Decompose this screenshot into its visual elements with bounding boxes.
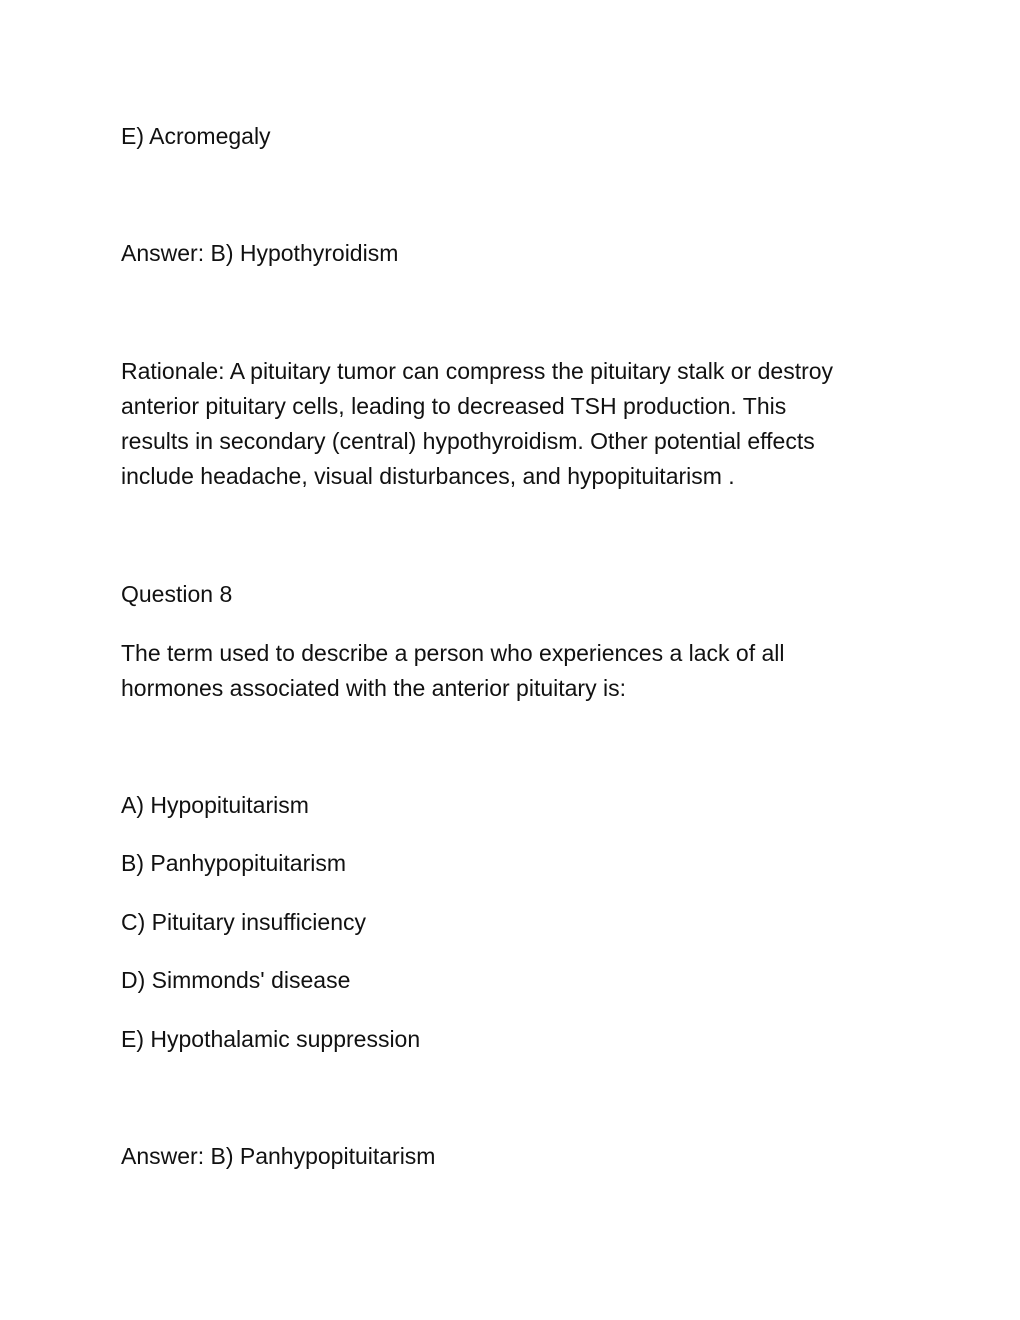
answer-previous: Answer: B) Hypothyroidism — [121, 240, 399, 266]
question-prompt-line: The term used to describe a person who experiences a lack of all — [121, 640, 785, 666]
question-heading: Question 8 — [121, 581, 233, 607]
option-b: B) Panhypopituitarism — [121, 850, 346, 876]
option-c: C) Pituitary insufficiency — [121, 909, 366, 935]
option-a: A) Hypopituitarism — [121, 792, 309, 818]
question-prompt-line: hormones associated with the anterior pituitary is: — [121, 675, 626, 701]
question-prompt — [121, 636, 911, 706]
rationale-line: Rationale: A pituitary tumor can compress the pituitary stalk or destroy — [121, 358, 834, 384]
rationale-paragraph — [121, 354, 911, 494]
option-e: E) Hypothalamic suppression — [121, 1026, 421, 1052]
rationale-line: anterior pituitary cells, leading to decreased TSH production. This — [121, 393, 787, 419]
answer: Answer: B) Panhypopituitarism — [121, 1143, 436, 1169]
rationale-line: results in secondary (central) hypothyroidism. Other potential effects — [121, 428, 815, 454]
rationale-line: include headache, visual disturbances, and hypopituitarism . — [121, 463, 735, 489]
option-e-previous: E) Acromegaly — [121, 123, 271, 149]
option-d: D) Simmonds' disease — [121, 967, 351, 993]
